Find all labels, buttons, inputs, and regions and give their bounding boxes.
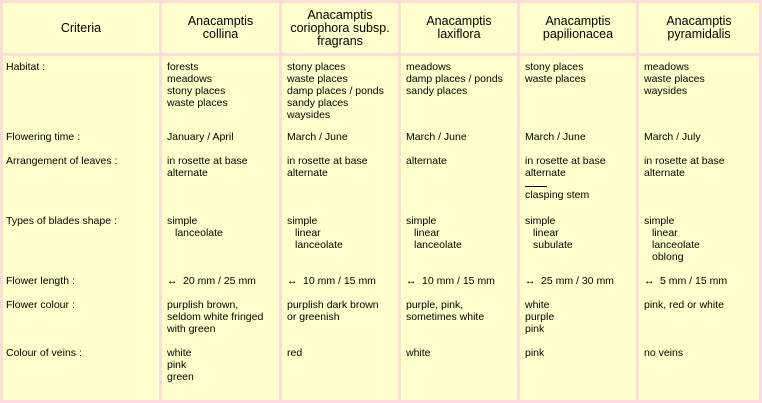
habitat-line: stony places [287,61,346,73]
flower-length [644,275,727,287]
species-name-line: laxiflora [437,27,481,41]
species-column-3 [401,56,517,400]
blades-line: simple [167,215,198,227]
flowering-time: March / July [644,131,701,143]
habitat-line: sandy places [406,85,468,97]
species-name-line: collina [202,27,239,41]
veins-line: red [287,347,303,359]
species-name-line: Anacamptis [426,14,492,28]
double-arrow-icon: ↔ [167,275,178,287]
criterion-label: Types of blades shape : [6,215,117,227]
blades-line: subulate [533,239,573,251]
flowering-time: January / April [167,131,234,143]
flowering-time: March / June [287,131,348,143]
criterion-label: Flower colour : [6,299,75,311]
colour-line: purple [525,311,555,323]
flower-length-value: 25 mm / 30 mm [541,275,614,287]
flower-length-value: 20 mm / 25 mm [183,275,256,287]
species-name-line: Anacamptis [545,14,611,28]
header-species-1 [162,3,279,53]
species-name [543,15,613,41]
double-arrow-icon: ↔ [406,275,417,287]
criteria-column [3,56,159,400]
habitat-line: meadows [644,61,689,73]
species-name [290,9,389,48]
species-name [426,15,491,41]
veins-line: pink [525,347,545,359]
habitat-line: stony places [167,85,226,97]
habitat-line: damp places / ponds [406,73,503,85]
colour-line: sometimes white [406,311,485,323]
separator-line [525,186,547,187]
blades-line: lanceolate [652,239,700,251]
colour-line: seldom white fringed [167,311,264,323]
veins-line: no veins [644,347,684,359]
flower-length-value: 10 mm / 15 mm [303,275,376,287]
blades-line: simple [406,215,437,227]
species-column-5 [639,56,759,400]
blades-line: linear [295,227,321,239]
leaves-line: in rosette at base [644,155,725,167]
habitat-line: waysides [287,109,331,121]
habitat-line: waste places [525,73,586,85]
header-species-2 [282,3,398,53]
blades-line: linear [533,227,559,239]
double-arrow-icon: ↔ [525,275,536,287]
flower-length [287,275,376,287]
species-name-line: coriophora subsp. [290,20,390,35]
veins-line: pink [167,359,187,371]
criterion-label: Habitat : [6,61,46,73]
flower-length [406,275,495,287]
blades-line: linear [652,227,678,239]
species-name-line: papilionacea [542,27,614,41]
species-column-4 [520,56,636,400]
colour-line: pink, red or white [644,299,724,311]
header-species-5 [639,3,759,53]
comparison-table [3,3,759,400]
leaves-line: alternate [525,167,566,179]
criterion-label: Flower length : [6,275,75,287]
leaves-line: alternate [287,167,328,179]
colour-line: or greenish [287,311,340,323]
species-name-line: Anacamptis [307,7,373,22]
flower-length [167,275,256,287]
veins-line: white [406,347,431,359]
species-name-line: fragrans [317,33,363,48]
criterion-label: Colour of veins : [6,347,82,359]
habitat-line: meadows [406,61,451,73]
colour-line: purplish dark brown [287,299,379,311]
header-criteria: Criteria [3,3,159,53]
species-name-line: pyramidalis [667,27,731,41]
criterion-label: Flowering time : [6,131,81,143]
habitat-line: damp places / ponds [287,85,384,97]
species-name [666,15,731,41]
header-species-3 [401,3,517,53]
blades-line: simple [287,215,318,227]
habitat-line: forests [167,61,199,73]
species-name [188,15,253,41]
leaves-line: alternate [167,167,208,179]
habitat-line: waste places [167,97,228,109]
colour-line: purplish brown, [167,299,239,311]
blades-line: lanceolate [175,227,223,239]
habitat-line: waysides [644,85,688,97]
criterion-label: Arrangement of leaves : [6,155,118,167]
blades-line: lanceolate [295,239,343,251]
species-column-1 [162,56,279,400]
flowering-time: March / June [525,131,586,143]
leaves-line: in rosette at base [167,155,248,167]
flowering-time: March / June [406,131,467,143]
blades-line: lanceolate [414,239,462,251]
flower-length-value: 10 mm / 15 mm [422,275,495,287]
habitat-line: sandy places [287,97,349,109]
habitat-line: waste places [287,73,348,85]
flower-length-value: 5 mm / 15 mm [660,275,728,287]
blades-line: oblong [652,251,684,263]
colour-line: purple, pink, [406,299,464,311]
habitat-line: waste places [644,73,705,85]
colour-line: with green [167,323,216,335]
colour-line: white [525,299,550,311]
species-column-2 [282,56,398,400]
double-arrow-icon: ↔ [287,275,298,287]
header-species-4 [520,3,636,53]
habitat-line: stony places [525,61,584,73]
flower-length [525,275,614,287]
species-name-line: Anacamptis [666,14,732,28]
double-arrow-icon: ↔ [644,275,655,287]
blades-line: simple [644,215,675,227]
veins-line: green [167,371,194,383]
blades-line: linear [414,227,440,239]
leaves-line: in rosette at base [525,155,606,167]
leaves-line: alternate [644,167,685,179]
leaves-line: alternate [406,155,447,167]
species-name-line: Anacamptis [187,14,254,28]
blades-line: simple [525,215,556,227]
veins-line: white [167,347,192,359]
colour-line: pink [525,323,545,335]
leaves-extra: clasping stem [525,189,590,201]
habitat-line: meadows [167,73,212,85]
leaves-line: in rosette at base [287,155,368,167]
